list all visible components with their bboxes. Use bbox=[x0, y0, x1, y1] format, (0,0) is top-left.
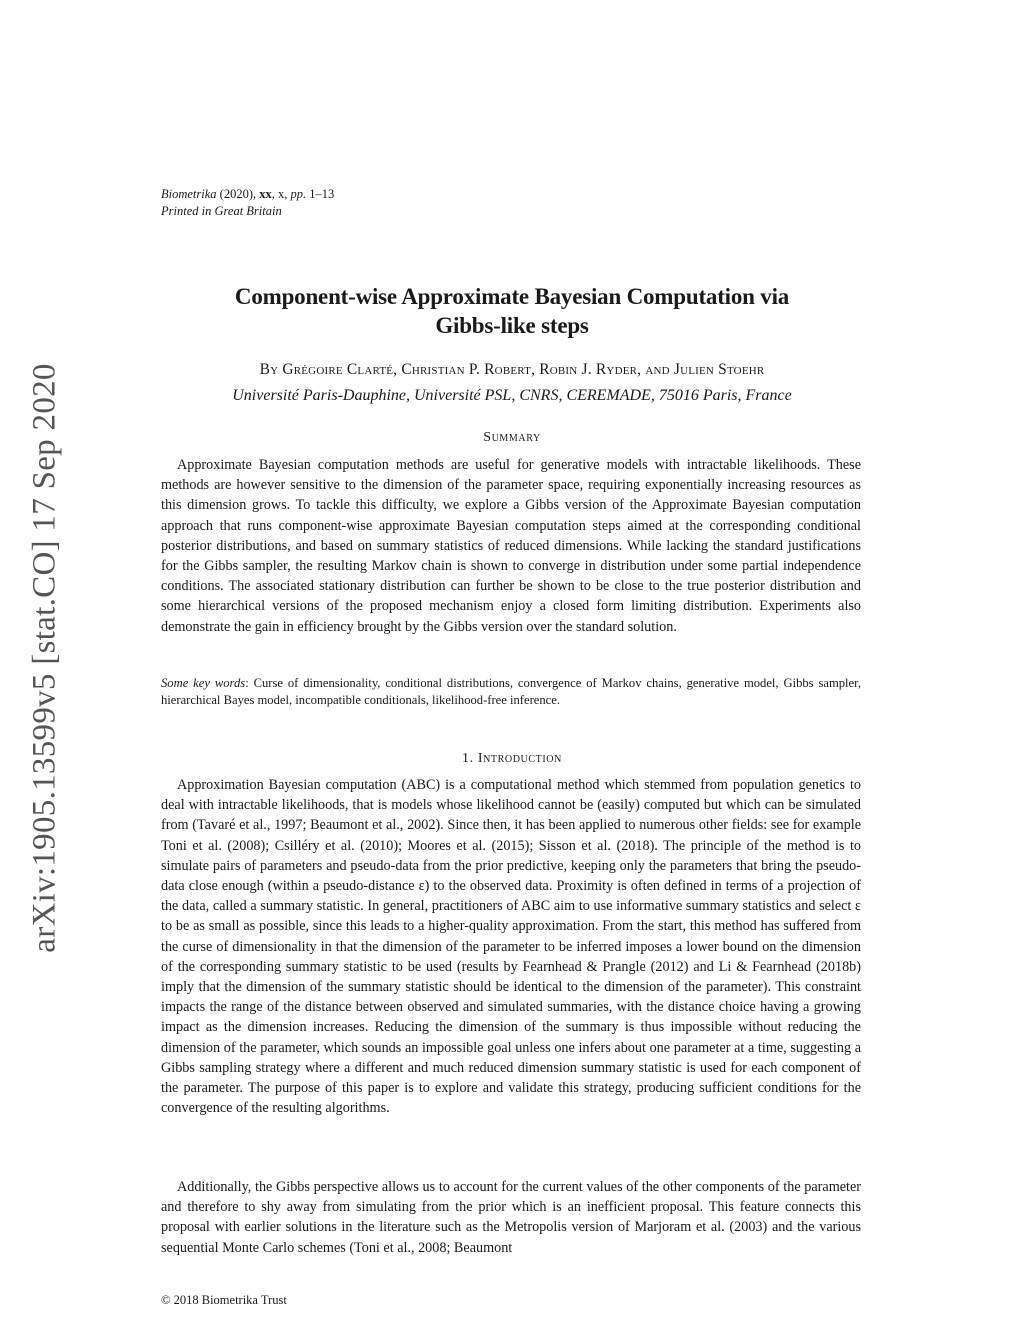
author-list: By Grégoire Clarté, Christian P. Robert, Robin J. Ryder, and Julien Stoehr bbox=[259, 361, 765, 378]
paper-title-line-2: Gibbs-like steps bbox=[435, 313, 589, 338]
keywords bbox=[161, 675, 861, 709]
affiliation: Université Paris-Dauphine, Université PSL, CNRS, CEREMADE, 75016 Paris, France bbox=[232, 387, 792, 404]
introduction-heading: 1. Introduction bbox=[462, 751, 562, 766]
journal-pages: 1–13 bbox=[309, 187, 335, 201]
journal-issue: , x, bbox=[271, 187, 288, 201]
printed-text: Printed in Great Britain bbox=[161, 204, 282, 218]
copyright-footer: © 2018 Biometrika Trust bbox=[161, 1293, 287, 1307]
summary-paragraph: Approximate Bayesian computation methods are useful for generative models with intractable likelihoods. These methods are however sensitive to the dimension of the parameter space, requiring exponentially increasing resources as this dimension grows. To tackle this difficulty, we explore a Gibbs version of the Approximate Bayesian computation approach that runs component-wise approximate Bayesian computation steps aimed at the corresponding conditional posterior distributions, and based on summary statistics of reduced dimensions. While lacking the standard justifications for the Gibbs sampler, the resulting Markov chain is shown to converge in distribution under some partial independence conditions. The associated stationary distribution can further be shown to be close to the true posterior distribution and some hierarchical versions of the proposed mechanism enjoy a closed form limiting distribution. Experiments also demonstrate the gain in efficiency brought by the Gibbs version over the standard solution. bbox=[161, 457, 861, 635]
summary-heading: Summary bbox=[483, 430, 541, 445]
paper-title-line-1: Component-wise Approximate Bayesian Computation via bbox=[234, 284, 790, 309]
journal-year: (2020), bbox=[219, 187, 257, 201]
journal-name: Biometrika bbox=[161, 187, 217, 201]
introduction-paragraph-2: Additionally, the Gibbs perspective allows us to account for the current values of the other components of the parameter and therefore to shy away from simulating from the prior which is an inefficient proposal. This feature connects this proposal with earlier solutions in the literature such as the Metropolis version of Marjoram et al. (2003) and the various sequential Monte Carlo schemes (Toni et al., 2008; Beaumont bbox=[161, 1179, 861, 1256]
introduction-paragraph-1: Approximation Bayesian computation (ABC) is a computational method which stemmed from population genetics to deal with intractable likelihoods, that is models whose likelihood cannot be (easily) computed but which can be simulated from (Tavaré et al., 1997; Beaumont et al., 2002). Since then, it has been applied to numerous other fields: see for example Toni et al. (2008); Csilléry et al. (2010); Moores et al. (2015); Sisson et al. (2018). The principle of the method is to simulate pairs of parameters and pseudo-data from the prior predictive, keeping only the parameters that bring the pseudo-data close enough (within a pseudo-distance ε) to the observed data. Proximity is often defined in terms of a projection of the data, called a summary statistic. In general, practitioners of ABC aim to use informative summary statistics and select ε to be as small as possible, since this leads to a higher-quality approximation. From the start, this method has suffered from the curse of dimensionality in that the dimension of the parameter to be inferred imposes a lower bound on the dimension of the corresponding summary statistic to be used (results by Fearnhead & Prangle (2012) and Li & Fearnhead (2018b) imply that the dimension of the summary statistic should be identical to the dimension of the parameter). This constraint impacts the range of the distance between observed and simulated summaries, with the distance choice having a growing impact as the dimension increases. Reducing the dimension of the summary is thus impossible without reducing the dimension of the parameter, which sounds an impossible goal unless one infers about one parameter at a time, suggesting a Gibbs sampling strategy where a different and much reduced dimension summary statistic is used for each component of the parameter. The purpose of this paper is to explore and validate this strategy, producing sufficient conditions for the convergence of the resulting algorithms. bbox=[161, 777, 861, 1117]
keywords-text: : Curse of dimensionality, conditional distributions, convergence of Markov chains, generative model, Gibbs sampler, hierarchical Bayes model, incompatible conditionals, likelihood-free inference. bbox=[161, 676, 861, 707]
printed-note bbox=[161, 203, 282, 219]
pages-label: pp. bbox=[290, 187, 307, 201]
journal-volume: xx bbox=[259, 187, 272, 201]
journal-citation bbox=[161, 186, 334, 202]
arxiv-identifier-stamp: arXiv:1905.13599v5 [stat.CO] 17 Sep 2020 bbox=[26, 363, 63, 953]
keywords-label: Some key words bbox=[161, 676, 246, 690]
